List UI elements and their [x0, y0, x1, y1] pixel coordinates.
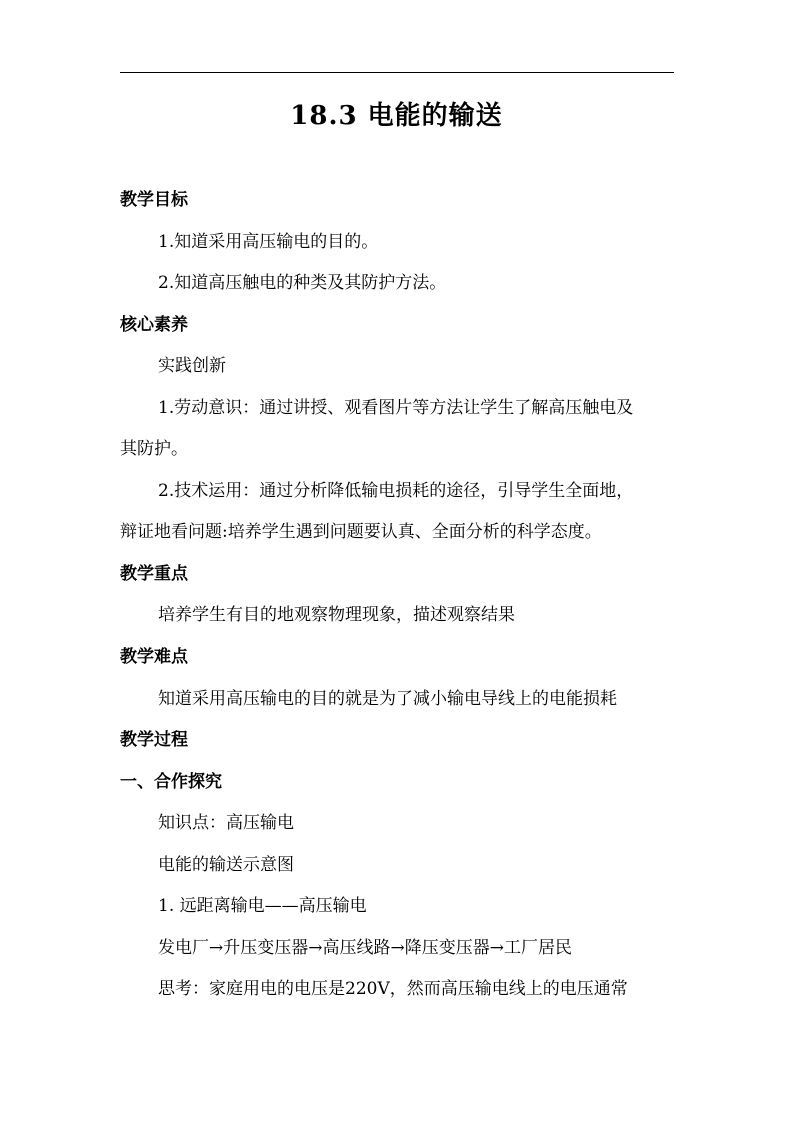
section-heading-goals: 教学目标 [120, 190, 188, 210]
think-question: 思考：家庭用电的电压是220V，然而高压输电线上的电压通常 [158, 979, 628, 999]
core-item-2-line2: 辩证地看问题:培养学生遇到问题要认真、全面分析的科学态度。 [120, 522, 602, 542]
knowledge-point: 知识点：高压输电 [158, 813, 294, 833]
key-text: 培养学生有目的地观察物理现象，描述观察结果 [158, 605, 515, 625]
difficulty-text: 知道采用高压输电的目的就是为了减小输电导线上的电能损耗 [158, 689, 617, 709]
section-heading-difficulty: 教学难点 [120, 647, 188, 667]
part-heading-1: 一、合作探究 [120, 772, 222, 792]
core-subheading: 实践创新 [158, 356, 226, 376]
goal-item-1: 1.知道采用高压输电的目的。 [158, 232, 379, 252]
section-heading-core: 核心素养 [120, 315, 188, 335]
page-title: 18.3 电能的输送 [290, 101, 503, 131]
section-heading-key: 教学重点 [120, 564, 188, 584]
section-heading-process: 教学过程 [120, 730, 188, 750]
transmission-chain: 发电厂→升压变压器→高压线路→降压变压器→工厂居民 [158, 938, 572, 958]
list-item-1: 1. 远距离输电——高压输电 [158, 896, 367, 916]
core-item-2-line1: 2.技术运用：通过分析降低输电损耗的途径，引导学生全面地， [158, 481, 634, 501]
diagram-caption: 电能的输送示意图 [158, 855, 294, 875]
goal-item-2: 2.知道高压触电的种类及其防护方法。 [158, 273, 447, 293]
core-item-1-line2: 其防护。 [120, 439, 188, 459]
core-item-1-line1: 1.劳动意识：通过讲授、观看图片等方法让学生了解高压触电及 [158, 398, 634, 418]
header-rule [120, 72, 674, 73]
